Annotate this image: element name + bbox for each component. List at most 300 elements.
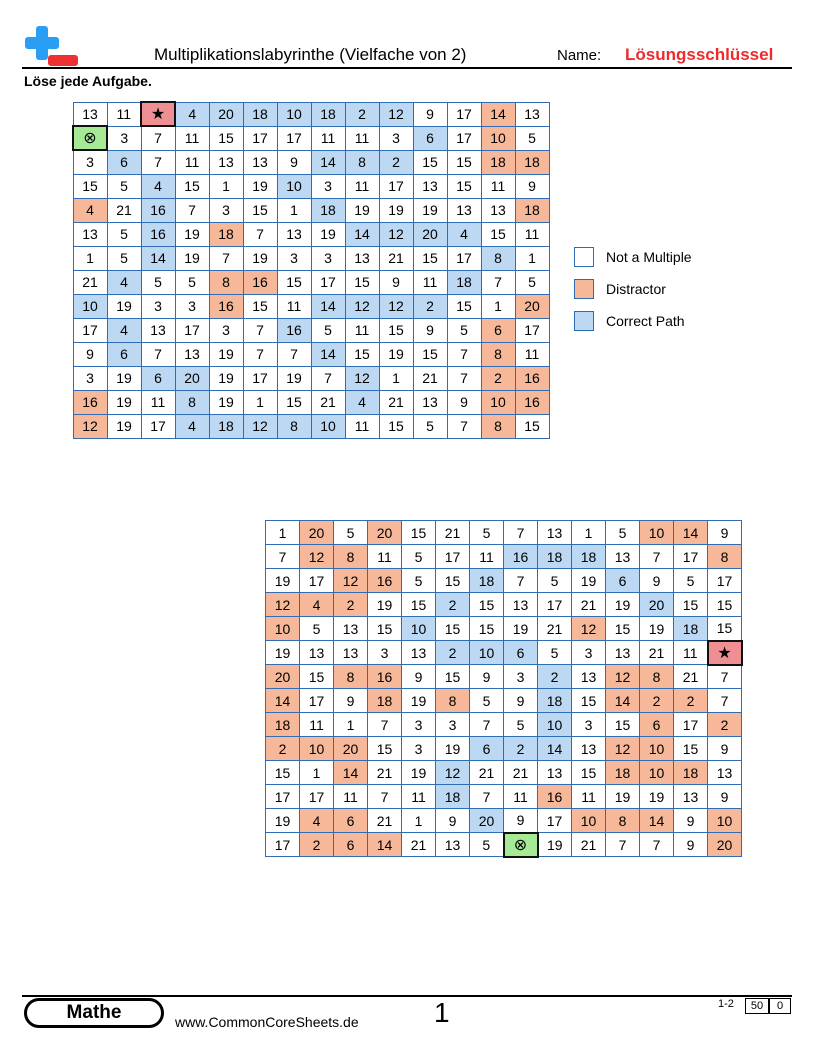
maze-cell[interactable]: 11 [470, 545, 504, 569]
maze-cell[interactable]: 2 [436, 593, 470, 617]
maze-cell[interactable]: 2 [640, 689, 674, 713]
maze-cell[interactable]: 14 [674, 521, 708, 545]
maze-cell[interactable]: 8 [481, 246, 515, 270]
maze-cell[interactable]: 18 [538, 689, 572, 713]
maze-cell[interactable]: 21 [368, 809, 402, 833]
maze-cell[interactable]: 19 [107, 390, 141, 414]
maze-cell[interactable]: 17 [379, 174, 413, 198]
maze-cell[interactable]: 14 [606, 689, 640, 713]
maze-cell[interactable]: 19 [107, 366, 141, 390]
maze-cell[interactable]: 1 [515, 246, 549, 270]
maze-cell[interactable]: 20 [334, 737, 368, 761]
maze-cell[interactable]: 21 [572, 833, 606, 857]
maze-cell[interactable]: 3 [277, 246, 311, 270]
maze-cell[interactable]: 18 [674, 617, 708, 641]
maze-cell[interactable]: 5 [470, 689, 504, 713]
maze-cell[interactable]: 1 [73, 246, 107, 270]
maze-cell[interactable]: 5 [402, 569, 436, 593]
maze-cell[interactable]: 15 [277, 390, 311, 414]
maze-cell[interactable]: 14 [141, 246, 175, 270]
maze-cell[interactable]: 5 [538, 569, 572, 593]
maze-cell[interactable]: 3 [572, 713, 606, 737]
maze-cell[interactable]: 4 [141, 174, 175, 198]
maze-cell[interactable]: 19 [209, 390, 243, 414]
maze-cell[interactable]: 15 [470, 593, 504, 617]
maze-cell[interactable]: 19 [311, 222, 345, 246]
maze-cell[interactable]: 14 [538, 737, 572, 761]
maze-cell[interactable]: 12 [379, 294, 413, 318]
maze-cell[interactable]: 2 [708, 713, 742, 737]
maze-cell[interactable]: 9 [73, 342, 107, 366]
maze-cell[interactable]: 20 [413, 222, 447, 246]
maze-cell[interactable]: 8 [481, 414, 515, 438]
maze-cell[interactable]: 15 [481, 222, 515, 246]
maze-cell[interactable]: 20 [470, 809, 504, 833]
maze-cell[interactable]: 21 [402, 833, 436, 857]
maze-cell[interactable]: 18 [209, 414, 243, 438]
maze-cell[interactable]: 19 [277, 366, 311, 390]
maze-cell[interactable]: 9 [277, 150, 311, 174]
maze-cell[interactable]: 13 [141, 318, 175, 342]
maze-cell[interactable]: 19 [504, 617, 538, 641]
maze-cell[interactable]: 7 [209, 246, 243, 270]
maze-cell[interactable]: 10 [470, 641, 504, 665]
maze-cell[interactable]: 15 [447, 294, 481, 318]
maze-cell[interactable]: 15 [413, 150, 447, 174]
maze-cell[interactable]: 16 [368, 665, 402, 689]
maze-cell[interactable]: 17 [447, 246, 481, 270]
maze-cell[interactable]: 16 [538, 785, 572, 809]
maze-cell[interactable]: 3 [436, 713, 470, 737]
maze-cell[interactable]: 13 [515, 102, 549, 126]
maze-cell[interactable]: 5 [311, 318, 345, 342]
maze-cell[interactable]: 6 [504, 641, 538, 665]
maze-cell[interactable]: 12 [572, 617, 606, 641]
maze-cell[interactable]: 10 [73, 294, 107, 318]
maze-cell[interactable]: 20 [175, 366, 209, 390]
maze-cell[interactable]: 20 [209, 102, 243, 126]
maze-cell[interactable]: 17 [311, 270, 345, 294]
maze-cell[interactable]: 15 [515, 414, 549, 438]
maze-cell[interactable]: 8 [277, 414, 311, 438]
maze-cell[interactable]: 13 [504, 593, 538, 617]
maze-cell[interactable]: 11 [175, 126, 209, 150]
maze-cell[interactable]: 18 [368, 689, 402, 713]
maze-cell[interactable]: 17 [436, 545, 470, 569]
maze-cell[interactable]: 21 [572, 593, 606, 617]
maze-cell[interactable]: 15 [345, 342, 379, 366]
maze-cell[interactable]: 9 [515, 174, 549, 198]
maze-cell[interactable]: 9 [447, 390, 481, 414]
maze-cell[interactable]: 15 [606, 713, 640, 737]
maze-cell[interactable]: 15 [572, 689, 606, 713]
maze-cell[interactable]: 7 [481, 270, 515, 294]
maze-cell[interactable]: 17 [300, 569, 334, 593]
maze-cell[interactable]: 7 [640, 545, 674, 569]
maze-cell[interactable]: 11 [504, 785, 538, 809]
maze-cell[interactable]: 11 [402, 785, 436, 809]
maze-cell[interactable]: 5 [107, 222, 141, 246]
maze-cell[interactable]: 12 [379, 222, 413, 246]
maze-cell[interactable]: 14 [334, 761, 368, 785]
maze-cell[interactable]: 11 [345, 318, 379, 342]
maze-cell[interactable]: 4 [447, 222, 481, 246]
maze-cell[interactable]: 13 [572, 737, 606, 761]
maze-cell[interactable]: 1 [300, 761, 334, 785]
maze-cell[interactable]: 12 [266, 593, 300, 617]
maze-cell[interactable]: 4 [300, 809, 334, 833]
maze-cell[interactable]: 6 [481, 318, 515, 342]
maze-cell[interactable]: 7 [243, 318, 277, 342]
maze-cell[interactable]: 11 [345, 126, 379, 150]
maze-cell[interactable]: 15 [175, 174, 209, 198]
maze-cell[interactable]: 18 [311, 102, 345, 126]
maze-cell[interactable]: 21 [640, 641, 674, 665]
maze-cell[interactable]: 10 [277, 174, 311, 198]
maze-cell[interactable]: 16 [141, 198, 175, 222]
maze-cell[interactable]: 12 [345, 366, 379, 390]
maze-cell[interactable]: 21 [413, 366, 447, 390]
maze-cell[interactable]: 17 [674, 713, 708, 737]
maze-cell[interactable]: 15 [447, 150, 481, 174]
maze-cell[interactable]: 11 [515, 342, 549, 366]
maze-cell[interactable]: 11 [175, 150, 209, 174]
maze-cell[interactable]: 8 [334, 665, 368, 689]
maze-cell[interactable]: 9 [674, 809, 708, 833]
maze-cell[interactable]: 1 [481, 294, 515, 318]
maze-cell[interactable]: 13 [538, 761, 572, 785]
maze-cell[interactable]: 7 [368, 713, 402, 737]
maze-cell[interactable]: 9 [504, 689, 538, 713]
maze-cell[interactable]: 6 [107, 150, 141, 174]
maze-cell[interactable]: 9 [674, 833, 708, 857]
maze-cell[interactable]: 3 [368, 641, 402, 665]
maze-cell[interactable]: 13 [175, 342, 209, 366]
maze-cell[interactable]: 8 [708, 545, 742, 569]
maze-cell[interactable]: 11 [481, 174, 515, 198]
maze-cell[interactable]: 15 [708, 617, 742, 641]
maze-cell[interactable]: 21 [538, 617, 572, 641]
maze-cell[interactable]: 19 [175, 222, 209, 246]
maze-cell[interactable]: 17 [300, 689, 334, 713]
maze-cell[interactable]: 5 [141, 270, 175, 294]
maze-cell[interactable]: 21 [674, 665, 708, 689]
maze-cell[interactable]: 18 [447, 270, 481, 294]
maze-cell[interactable]: 17 [277, 126, 311, 150]
maze-cell[interactable]: 6 [606, 569, 640, 593]
maze-cell[interactable]: 8 [209, 270, 243, 294]
maze-cell[interactable]: 2 [504, 737, 538, 761]
maze-cell[interactable]: 5 [107, 174, 141, 198]
maze-cell[interactable]: 9 [436, 809, 470, 833]
maze-cell[interactable]: 1 [402, 809, 436, 833]
maze-cell[interactable]: 1 [266, 521, 300, 545]
maze-cell[interactable]: 9 [504, 809, 538, 833]
maze-cell[interactable]: 3 [73, 366, 107, 390]
maze-cell[interactable]: 15 [572, 761, 606, 785]
maze-cell[interactable]: 16 [73, 390, 107, 414]
maze-cell[interactable]: 5 [674, 569, 708, 593]
maze-cell[interactable]: 14 [311, 294, 345, 318]
maze-cell[interactable]: 14 [345, 222, 379, 246]
maze-cell[interactable]: 12 [379, 102, 413, 126]
maze-cell[interactable]: 17 [300, 785, 334, 809]
maze-cell[interactable]: 13 [402, 641, 436, 665]
maze-cell[interactable]: 2 [266, 737, 300, 761]
maze-cell[interactable]: 18 [266, 713, 300, 737]
maze-cell[interactable]: 19 [243, 174, 277, 198]
maze-cell[interactable]: 11 [515, 222, 549, 246]
maze-cell[interactable]: 15 [674, 737, 708, 761]
maze-cell[interactable]: 5 [470, 833, 504, 857]
maze-cell[interactable]: 7 [606, 833, 640, 857]
maze-cell[interactable]: 19 [107, 414, 141, 438]
maze-cell[interactable]: 8 [436, 689, 470, 713]
maze-cell[interactable]: 19 [107, 294, 141, 318]
maze-cell[interactable]: 18 [436, 785, 470, 809]
maze-cell[interactable]: 15 [402, 521, 436, 545]
maze-cell[interactable]: 13 [708, 761, 742, 785]
maze-cell[interactable]: 11 [674, 641, 708, 665]
maze-cell[interactable]: 4 [300, 593, 334, 617]
maze-cell[interactable]: 9 [334, 689, 368, 713]
maze-cell[interactable]: 6 [334, 833, 368, 857]
maze-cell[interactable]: 3 [572, 641, 606, 665]
maze-cell[interactable]: 7 [141, 126, 175, 150]
maze-cell[interactable]: 4 [175, 414, 209, 438]
maze-cell[interactable]: 14 [311, 150, 345, 174]
maze-cell[interactable]: 19 [345, 198, 379, 222]
maze-cell[interactable]: 16 [141, 222, 175, 246]
maze-cell[interactable]: 17 [73, 318, 107, 342]
website-link[interactable]: www.CommonCoreSheets.de [175, 1014, 359, 1030]
maze-cell[interactable]: 17 [708, 569, 742, 593]
maze-cell[interactable]: 14 [368, 833, 402, 857]
maze-cell[interactable]: 8 [640, 665, 674, 689]
maze-cell[interactable]: 5 [175, 270, 209, 294]
maze-cell[interactable]: 13 [243, 150, 277, 174]
maze-cell[interactable]: 5 [538, 641, 572, 665]
maze-cell[interactable]: 15 [209, 126, 243, 150]
maze-cell[interactable]: 20 [266, 665, 300, 689]
maze-cell[interactable]: 5 [413, 414, 447, 438]
maze-cell[interactable]: 17 [141, 414, 175, 438]
maze-cell[interactable]: 19 [379, 198, 413, 222]
maze-cell[interactable]: 13 [300, 641, 334, 665]
maze-cell[interactable]: 6 [640, 713, 674, 737]
maze-cell[interactable]: 11 [107, 102, 141, 126]
maze-cell[interactable]: 15 [447, 174, 481, 198]
maze-cell[interactable]: 15 [674, 593, 708, 617]
maze-cell[interactable]: 6 [413, 126, 447, 150]
maze-cell[interactable]: 12 [606, 665, 640, 689]
maze-cell[interactable]: 17 [266, 785, 300, 809]
maze-cell[interactable]: 9 [413, 318, 447, 342]
maze-cell[interactable]: 20 [368, 521, 402, 545]
maze-cell[interactable]: 10 [640, 761, 674, 785]
maze-cell[interactable]: 17 [243, 126, 277, 150]
maze-cell[interactable]: 3 [311, 174, 345, 198]
maze-cell[interactable]: 16 [515, 366, 549, 390]
maze-cell[interactable]: 5 [515, 126, 549, 150]
maze-cell[interactable]: 10 [402, 617, 436, 641]
maze-cell[interactable]: 7 [266, 545, 300, 569]
maze-cell[interactable]: 20 [515, 294, 549, 318]
maze-cell[interactable]: 16 [368, 569, 402, 593]
maze-cell[interactable]: 14 [311, 342, 345, 366]
maze-cell[interactable]: 18 [470, 569, 504, 593]
maze-cell[interactable]: 20 [640, 593, 674, 617]
maze-cell[interactable]: 4 [107, 318, 141, 342]
maze-cell[interactable]: 11 [334, 785, 368, 809]
maze-cell[interactable]: 9 [708, 521, 742, 545]
maze-cell[interactable]: 9 [413, 102, 447, 126]
maze-cell[interactable]: 3 [379, 126, 413, 150]
maze-cell[interactable]: 3 [402, 737, 436, 761]
maze-cell[interactable]: 19 [266, 809, 300, 833]
maze-cell[interactable]: 13 [538, 521, 572, 545]
maze-cell[interactable]: 15 [436, 665, 470, 689]
maze-cell[interactable]: 17 [266, 833, 300, 857]
maze-cell[interactable]: 2 [334, 593, 368, 617]
maze-cell[interactable]: 20 [300, 521, 334, 545]
maze-cell[interactable]: 10 [481, 126, 515, 150]
maze-cell[interactable]: 1 [243, 390, 277, 414]
maze-cell[interactable]: 14 [640, 809, 674, 833]
maze-cell[interactable]: 15 [379, 414, 413, 438]
maze-cell[interactable]: 2 [413, 294, 447, 318]
maze-cell[interactable]: 7 [175, 198, 209, 222]
maze-cell[interactable]: 12 [73, 414, 107, 438]
maze-cell[interactable]: 18 [674, 761, 708, 785]
maze-cell[interactable]: 7 [368, 785, 402, 809]
end-target-icon[interactable]: ⊗ [73, 126, 107, 150]
maze-cell[interactable]: 10 [708, 809, 742, 833]
maze-cell[interactable]: 3 [209, 198, 243, 222]
maze-cell[interactable]: 15 [266, 761, 300, 785]
maze-cell[interactable]: 7 [504, 569, 538, 593]
maze-cell[interactable]: 13 [73, 102, 107, 126]
maze-cell[interactable]: 18 [515, 198, 549, 222]
maze-cell[interactable]: 10 [481, 390, 515, 414]
maze-cell[interactable]: 19 [209, 366, 243, 390]
maze-cell[interactable]: 13 [606, 545, 640, 569]
maze-cell[interactable]: 7 [277, 342, 311, 366]
maze-cell[interactable]: 2 [481, 366, 515, 390]
maze-cell[interactable]: 6 [334, 809, 368, 833]
maze-cell[interactable]: 3 [175, 294, 209, 318]
maze-cell[interactable]: 16 [209, 294, 243, 318]
maze-cell[interactable]: 16 [277, 318, 311, 342]
maze-cell[interactable]: 15 [708, 593, 742, 617]
maze-cell[interactable]: 4 [345, 390, 379, 414]
maze-cell[interactable]: 10 [538, 713, 572, 737]
maze-cell[interactable]: 15 [243, 198, 277, 222]
maze-cell[interactable]: 11 [300, 713, 334, 737]
maze-cell[interactable]: 21 [470, 761, 504, 785]
maze-cell[interactable]: 15 [413, 342, 447, 366]
maze-cell[interactable]: 11 [141, 390, 175, 414]
maze-cell[interactable]: 5 [300, 617, 334, 641]
maze-cell[interactable]: 5 [402, 545, 436, 569]
maze-cell[interactable]: 7 [141, 342, 175, 366]
maze-cell[interactable]: 18 [515, 150, 549, 174]
maze-cell[interactable]: 5 [606, 521, 640, 545]
maze-cell[interactable]: 13 [413, 390, 447, 414]
maze-cell[interactable]: 11 [413, 270, 447, 294]
maze-cell[interactable]: 12 [300, 545, 334, 569]
maze-cell[interactable]: 19 [402, 761, 436, 785]
maze-cell[interactable]: 3 [504, 665, 538, 689]
maze-cell[interactable]: 10 [572, 809, 606, 833]
maze-cell[interactable]: 19 [266, 641, 300, 665]
maze-cell[interactable]: 17 [243, 366, 277, 390]
maze-cell[interactable]: 13 [334, 617, 368, 641]
maze-cell[interactable]: 13 [481, 198, 515, 222]
maze-cell[interactable]: 13 [209, 150, 243, 174]
maze-cell[interactable]: 10 [311, 414, 345, 438]
end-target-icon[interactable]: ⊗ [504, 833, 538, 857]
maze-cell[interactable]: 18 [538, 545, 572, 569]
maze-cell[interactable]: 16 [515, 390, 549, 414]
maze-cell[interactable]: 5 [334, 521, 368, 545]
maze-cell[interactable]: 9 [402, 665, 436, 689]
maze-cell[interactable]: 2 [436, 641, 470, 665]
maze-cell[interactable]: 18 [209, 222, 243, 246]
maze-cell[interactable]: 1 [277, 198, 311, 222]
maze-cell[interactable]: 12 [243, 414, 277, 438]
maze-cell[interactable]: 10 [277, 102, 311, 126]
maze-cell[interactable]: 13 [277, 222, 311, 246]
maze-cell[interactable]: 2 [538, 665, 572, 689]
maze-cell[interactable]: 19 [175, 246, 209, 270]
maze-cell[interactable]: 19 [243, 246, 277, 270]
maze-cell[interactable]: 21 [73, 270, 107, 294]
maze-cell[interactable]: 13 [606, 641, 640, 665]
maze-cell[interactable]: 16 [504, 545, 538, 569]
maze-cell[interactable]: 17 [538, 593, 572, 617]
maze-cell[interactable]: 12 [606, 737, 640, 761]
maze-cell[interactable]: 13 [345, 246, 379, 270]
maze-cell[interactable]: 21 [311, 390, 345, 414]
maze-cell[interactable]: 12 [345, 294, 379, 318]
maze-cell[interactable]: 7 [447, 366, 481, 390]
maze-cell[interactable]: 8 [345, 150, 379, 174]
maze-cell[interactable]: 15 [277, 270, 311, 294]
maze-cell[interactable]: 18 [572, 545, 606, 569]
maze-cell[interactable]: 21 [107, 198, 141, 222]
maze-cell[interactable]: 19 [606, 593, 640, 617]
maze-cell[interactable]: 15 [436, 569, 470, 593]
maze-cell[interactable]: 12 [436, 761, 470, 785]
maze-cell[interactable]: 2 [379, 150, 413, 174]
maze-cell[interactable]: 6 [107, 342, 141, 366]
maze-cell[interactable]: 8 [606, 809, 640, 833]
maze-cell[interactable]: 17 [447, 102, 481, 126]
maze-cell[interactable]: 7 [311, 366, 345, 390]
maze-cell[interactable]: 17 [538, 809, 572, 833]
maze-cell[interactable]: 21 [368, 761, 402, 785]
maze-cell[interactable]: 21 [379, 246, 413, 270]
maze-cell[interactable]: 11 [345, 414, 379, 438]
maze-cell[interactable]: 21 [504, 761, 538, 785]
maze-cell[interactable]: 19 [402, 689, 436, 713]
maze-cell[interactable]: 13 [674, 785, 708, 809]
maze-cell[interactable]: 15 [300, 665, 334, 689]
maze-cell[interactable]: 2 [674, 689, 708, 713]
maze-cell[interactable]: 13 [334, 641, 368, 665]
maze-cell[interactable]: 11 [345, 174, 379, 198]
